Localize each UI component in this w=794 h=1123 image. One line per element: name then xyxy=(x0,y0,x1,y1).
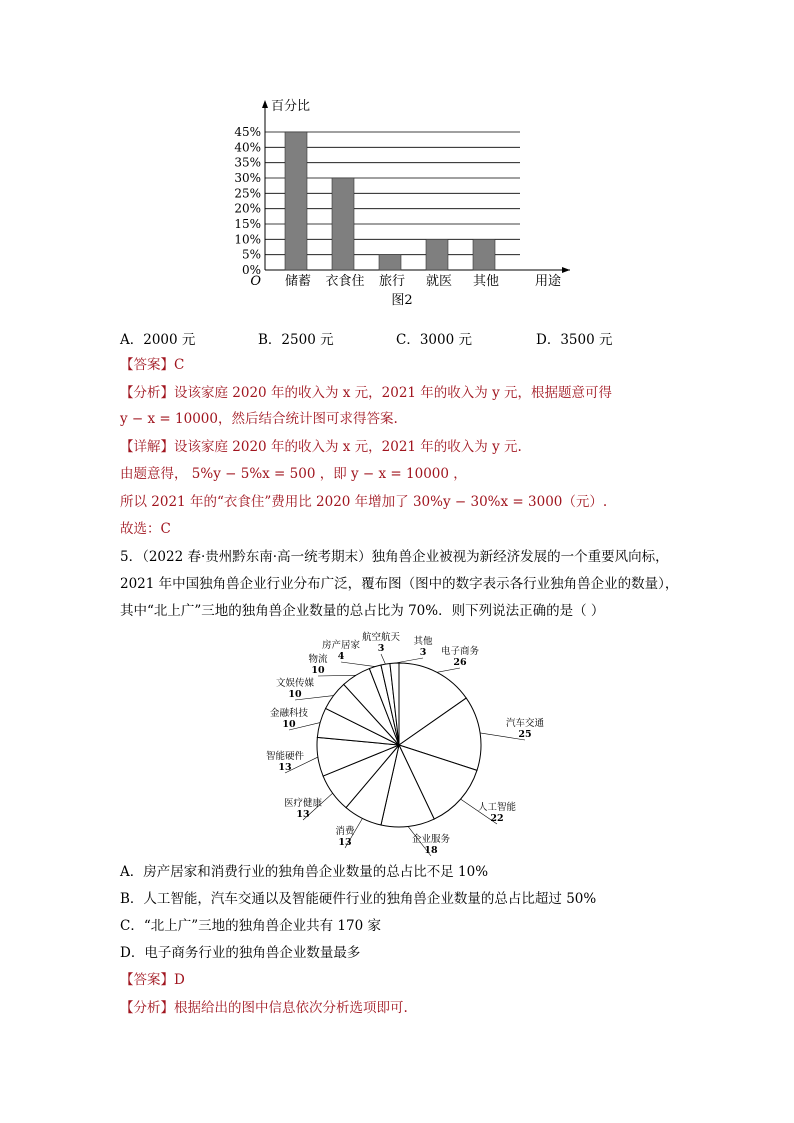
analysis-tag: 【分析】 xyxy=(120,1000,174,1016)
bar xyxy=(332,178,354,270)
analysis-text: 设该家庭 2020 年的收入为 x 元，2021 年的收入为 y 元，根据题意可得 xyxy=(174,385,612,401)
q5-answer xyxy=(120,970,185,990)
answer-value: C xyxy=(174,357,185,373)
q4-analysis xyxy=(120,383,612,403)
q5-stem-3: 其中“北上广”三地的独角兽企业数量的总占比为 70%．则下列说法正确的是（ ） xyxy=(120,603,605,619)
pie-slice-label: 房产居家 xyxy=(321,640,361,651)
option-d: D．3500 元 xyxy=(536,332,613,348)
y-tick-label: 10% xyxy=(234,232,261,247)
q4-analysis-2: y − x = 10000，然后结合统计图可求得答案. xyxy=(120,411,398,427)
q4-detail-3: 所以 2021 年的“衣食住”费用比 2020 年增加了 30%y − 30%x = 3000（元）. xyxy=(120,494,608,510)
pie-slice-label: 航空航天 xyxy=(361,632,401,643)
pie-chart xyxy=(255,628,555,858)
pie-leader-line xyxy=(437,668,460,672)
bar xyxy=(285,132,307,270)
pie-slice-value: 13 xyxy=(278,762,292,773)
bar xyxy=(473,239,495,270)
pie-leader-line xyxy=(341,662,375,667)
analysis-text: 根据给出的图中信息依次分析选项即可. xyxy=(174,1000,408,1016)
q5-option-c: C．“北上广”三地的独角兽企业共有 170 家 xyxy=(120,918,381,934)
q4-answer xyxy=(120,355,184,375)
x-axis-arrow xyxy=(562,267,570,273)
pie-slice-value: 3 xyxy=(419,647,427,658)
y-tick-label: 5% xyxy=(241,247,261,262)
option-a: A．2000 元 xyxy=(120,332,196,348)
pie-slice-value: 4 xyxy=(337,651,345,662)
pie-slice-label: 人工智能 xyxy=(477,802,517,813)
y-axis-arrow xyxy=(262,100,268,108)
q4-detail xyxy=(120,437,522,457)
answer-value: D xyxy=(174,972,185,988)
pie-slice-value: 13 xyxy=(338,837,352,848)
x-tick-label: 储蓄 xyxy=(284,274,312,289)
chart-caption: 图2 xyxy=(391,293,413,308)
y-tick-label: 30% xyxy=(234,171,261,185)
q5-stem-2: 2021 年中国独角兽企业行业分布广泛，覆布图（图中的数字表示各行业独角兽企业的数量）， xyxy=(120,576,679,592)
pie-slice-value: 18 xyxy=(424,845,438,856)
pie-slice-value: 10 xyxy=(311,665,325,676)
pie-slice-value: 13 xyxy=(296,809,310,820)
q5-option-d: D．电子商务行业的独角兽企业数量最多 xyxy=(120,945,361,961)
q5-stem-1: 5．（2022 春·贵州黔东南·高一统考期末）独角兽企业被视为新经济发展的一个重要风向标， xyxy=(120,549,669,565)
answer-tag: 【答案】 xyxy=(120,972,174,988)
pie-slice-label: 电子商务 xyxy=(440,646,480,657)
option-c: C．3000 元 xyxy=(396,332,472,348)
y-tick-label: 45% xyxy=(234,125,261,139)
pie-slice-label: 汽车交通 xyxy=(505,718,545,729)
q5-analysis xyxy=(120,998,408,1018)
pie-slice-label: 金融科技 xyxy=(269,708,309,719)
origin-label: O xyxy=(250,274,261,289)
q5-option-b: B．人工智能，汽车交通以及智能硬件行业的独角兽企业数量的总占比超过 50% xyxy=(120,891,597,907)
detail-text: 设该家庭 2020 年的收入为 x 元，2021 年的收入为 y 元. xyxy=(174,439,522,455)
pie-slice-value: 10 xyxy=(282,719,296,730)
x-axis-label: 用途 xyxy=(534,274,562,289)
bar-chart xyxy=(225,90,575,315)
pie-leader-line xyxy=(381,654,385,664)
y-tick-label: 25% xyxy=(234,186,261,201)
pie-slice-label: 企业服务 xyxy=(411,834,451,845)
pie-slice-value: 25 xyxy=(518,729,532,740)
detail-tag: 【详解】 xyxy=(120,439,174,455)
pie-slice-label: 物流 xyxy=(308,654,328,665)
y-tick-label: 40% xyxy=(234,140,261,155)
q5-option-a: A．房产居家和消费行业的独角兽企业数量的总占比不足 10% xyxy=(120,864,489,880)
pie-slice-value: 22 xyxy=(490,813,504,824)
pie-slice-label: 其他 xyxy=(413,636,433,647)
x-tick-label: 就医 xyxy=(425,274,453,289)
pie-slice-label: 文娱传媒 xyxy=(275,678,315,689)
y-tick-label: 0% xyxy=(241,263,261,277)
y-tick-label: 20% xyxy=(234,201,261,216)
pie-slice-label: 智能硬件 xyxy=(265,751,305,762)
pie-slice-label: 医疗健康 xyxy=(283,798,323,809)
x-tick-label: 旅行 xyxy=(378,274,406,289)
y-axis-label: 百分比 xyxy=(271,99,311,114)
bar xyxy=(426,239,448,270)
y-tick-label: 15% xyxy=(234,217,261,231)
option-b: B．2500 元 xyxy=(258,332,334,348)
q4-conclusion: 故选：C xyxy=(120,521,171,537)
pie-slice-label: 消费 xyxy=(335,826,355,837)
bar xyxy=(379,255,401,270)
q4-detail-2: 由题意得， 5%y − 5%x = 500 ，即 y − x = 10000 ， xyxy=(120,466,467,482)
pie-slice-value: 10 xyxy=(288,689,302,700)
y-tick-label: 35% xyxy=(234,155,261,170)
pie-slice-value: 3 xyxy=(377,643,385,654)
analysis-tag: 【分析】 xyxy=(120,385,174,401)
answer-tag: 【答案】 xyxy=(120,357,174,373)
x-tick-label: 衣食住 xyxy=(325,274,365,289)
pie-leader-line xyxy=(394,658,423,663)
x-tick-label: 其他 xyxy=(472,274,500,289)
pie-slice-value: 26 xyxy=(453,657,467,668)
